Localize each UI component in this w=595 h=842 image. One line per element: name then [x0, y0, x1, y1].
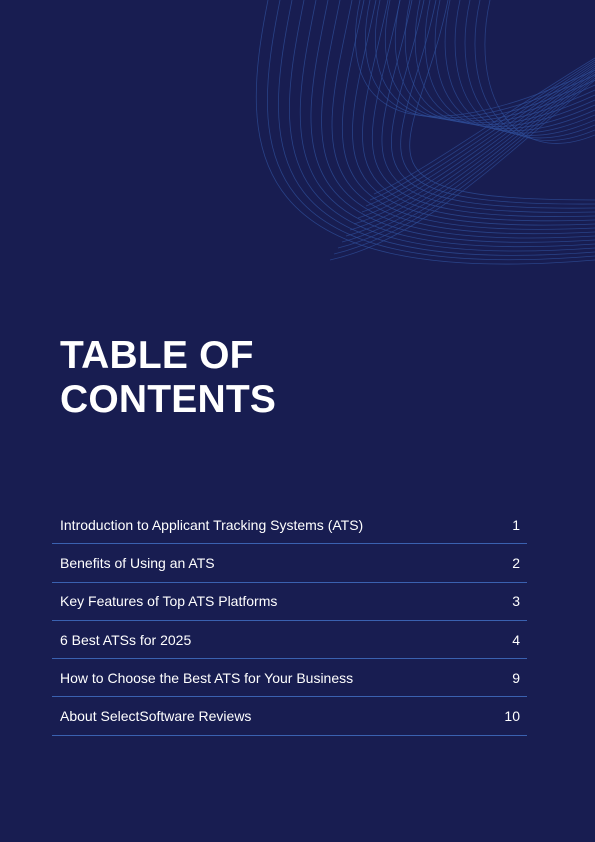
decor-line [366, 62, 595, 206]
toc-entry[interactable] [52, 621, 527, 659]
toc-entry-page: 3 [512, 593, 520, 610]
decor-line [289, 0, 595, 251]
toc-entry[interactable] [52, 583, 527, 621]
decor-line [435, 0, 595, 131]
toc-entry-page: 2 [512, 554, 520, 571]
toc-entry-label: Key Features of Top ATS Platforms [60, 593, 278, 610]
toc-entry-label: Benefits of Using an ATS [60, 554, 215, 571]
toc-entry[interactable] [52, 506, 527, 544]
decor-line [362, 0, 595, 221]
toc-entry-page: 4 [512, 631, 520, 648]
decor-line [415, 0, 595, 127]
toc-entry-label: How to Choose the Best ATS for Your Business [60, 669, 354, 686]
toc-entry-label: 6 Best ATSs for 2025 [60, 631, 192, 648]
toc-entry[interactable] [52, 544, 527, 582]
toc-entry[interactable] [52, 659, 527, 697]
decor-line [322, 0, 595, 238]
decor-line [425, 0, 595, 129]
decor-line [475, 0, 595, 141]
toc-entry-label: Introduction to Applicant Tracking Systems (ATS) [60, 516, 364, 533]
decor-line [382, 0, 595, 212]
toc-entry[interactable] [52, 697, 527, 735]
page-title-line-2: CONTENTS [60, 378, 277, 421]
decor-line [410, 0, 595, 200]
page-title-line-1: TABLE OF [60, 334, 254, 377]
decor-line [365, 0, 595, 118]
toc-entry-page: 10 [504, 708, 520, 725]
toc-entry-label: About SelectSoftware Reviews [60, 708, 252, 725]
toc-entry-page: 9 [512, 669, 520, 686]
page-title [60, 334, 276, 422]
decor-line [395, 0, 595, 123]
decor-line [334, 78, 595, 254]
toc-entry-page: 1 [512, 516, 520, 533]
table-of-contents [52, 506, 527, 736]
